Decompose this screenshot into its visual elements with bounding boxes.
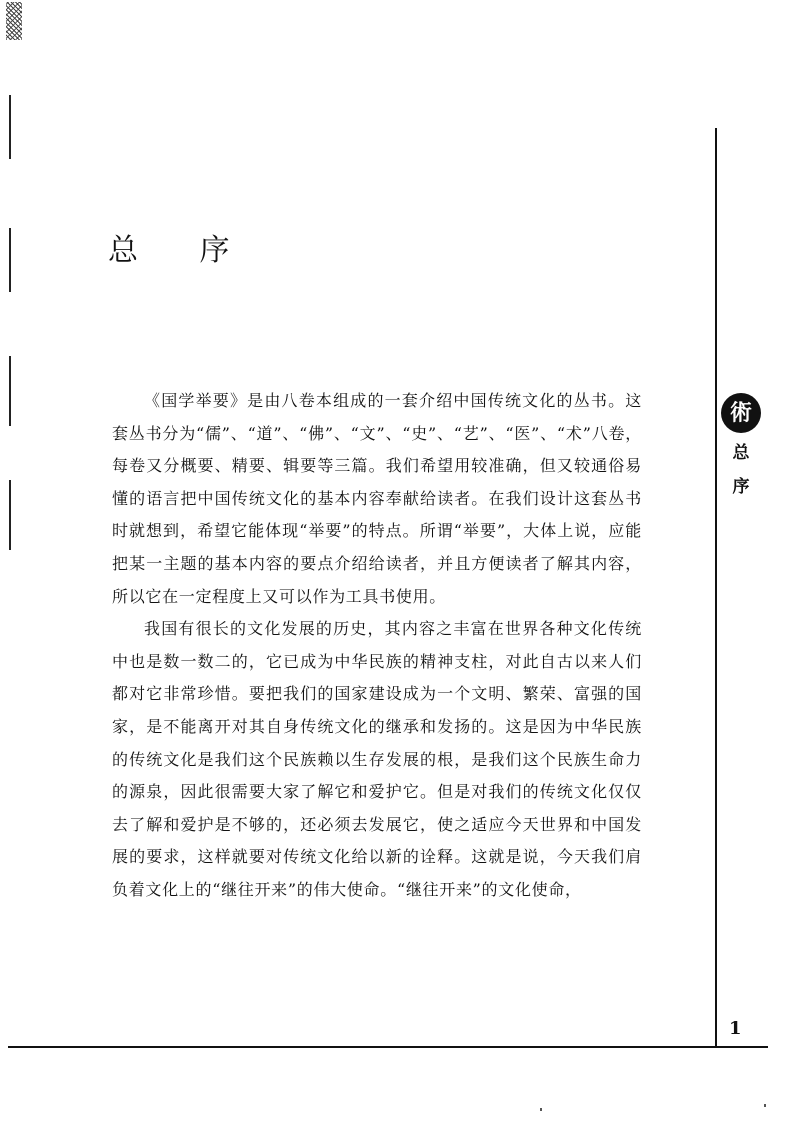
body-text xyxy=(112,385,642,907)
left-margin-bar xyxy=(9,228,11,292)
corner-scan-mark xyxy=(6,2,22,40)
side-label-line: 总 xyxy=(732,443,750,463)
margin-rule-horizontal xyxy=(8,1046,768,1048)
side-label-line: 序 xyxy=(732,477,750,497)
margin-rule-vertical xyxy=(715,128,717,1048)
page-number: 1 xyxy=(729,1018,742,1039)
left-margin-bar xyxy=(9,356,11,426)
left-margin-bar xyxy=(9,480,11,550)
paragraph: 《国学举要》是由八卷本组成的一套介绍中国传统文化的丛书。这套丛书分为“儒”、“道”、“佛”、“文”、“史”、“艺”、“医”、“术”八卷，每卷又分概要、精要、辑要等三篇。我们希望用较准确，但又较通俗易懂的语言把中国传统文化的基本内容奉献给读者。在我们设计这套丛书时就想到，希望它能体现“举要”的特点。所谓“举要”，大体上说，应能把某一主题的基本内容的要点介绍给读者，并且方便读者了解其内容，所以它在一定程度上又可以作为工具书使用。 xyxy=(112,391,642,606)
scan-speck xyxy=(764,1104,766,1107)
left-margin-bar xyxy=(9,95,11,159)
seal-logo: 術 xyxy=(721,393,761,433)
page-title: 总 序 xyxy=(108,233,256,268)
scan-speck xyxy=(540,1108,542,1111)
paragraph: 我国有很长的文化发展的历史，其内容之丰富在世界各种文化传统中也是数一数二的，它已成为中华民族的精神支柱，对此自古以来人们都对它非常珍惜。要把我们的国家建设成为一个文明、繁荣、富强的国家，是不能离开对其自身传统文化的继承和发扬的。这是因为中华民族的传统文化是我们这个民族赖以生存发展的根，是我们这个民族生命力的源泉，因此很需要大家了解它和爱护它。但是对我们的传统文化仅仅去了解和爱护是不够的，还必须去发展它，使之适应今天世界和中国发展的要求，这样就要对传统文化给以新的诠释。这就是说，今天我们肩负着文化上的“继往开来”的伟大使命。“继往开来”的文化使命， xyxy=(112,619,642,899)
section-side-label xyxy=(731,436,751,504)
